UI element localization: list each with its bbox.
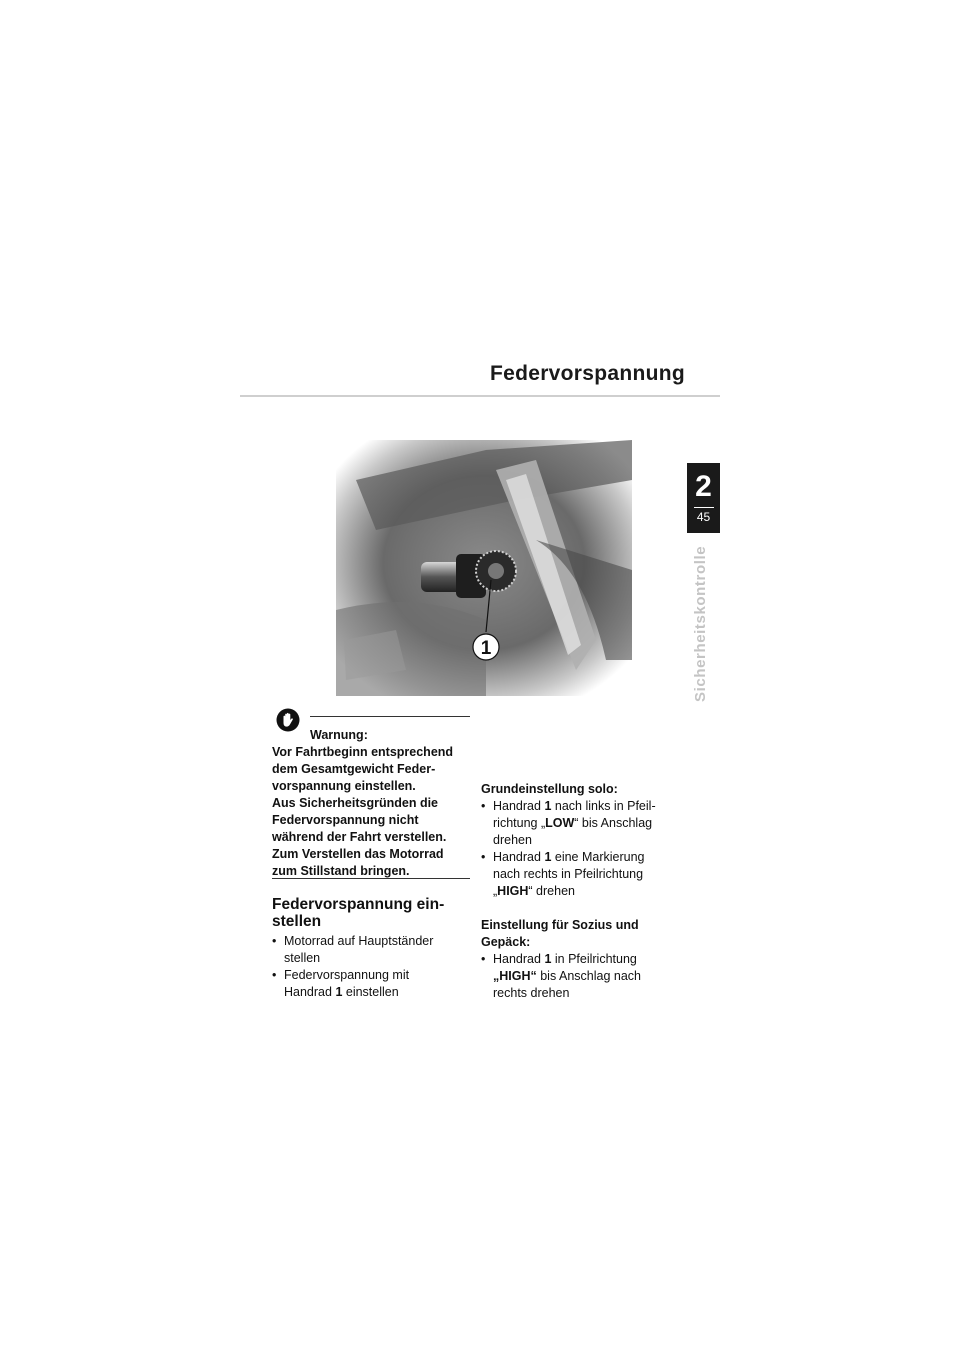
warning-rule-bottom <box>272 878 470 879</box>
solo-steps-list <box>481 798 691 900</box>
warning-text: Vor Fahrtbeginn entsprechend dem Gesamtgewicht Feder- vorspannung einstellen. Aus Sicherheitsgründen die Federvorspannung nicht während der Fahrt verstellen. Zum Verstellen das Motorrad zum Stillstand bringen. <box>272 745 454 878</box>
step-text: bis Anschlag nach rechts drehen <box>493 969 641 1000</box>
step-text: Federvorspannung mit Handrad <box>284 968 410 999</box>
step-text: “ drehen <box>528 884 575 898</box>
spring-preload-photo <box>336 440 632 696</box>
list-item <box>481 951 691 1002</box>
chapter-side-label: Sicherheitskontrolle <box>692 545 709 702</box>
step-ref: 1 <box>544 799 552 813</box>
step-text: einstellen <box>342 985 399 999</box>
step-text: in Pfeilrichtung <box>554 952 637 966</box>
step-text: Handrad <box>493 850 545 864</box>
step-ref: 1 <box>335 985 343 999</box>
warning-title: Warnung: <box>310 728 368 742</box>
step-text: “ bis Anschlag drehen <box>493 816 653 847</box>
step-text: nach links in Pfeil- richtung „ <box>493 799 656 830</box>
sozius-steps-list <box>481 951 691 1002</box>
step-ref: 1 <box>544 952 552 966</box>
list-item <box>272 933 472 967</box>
list-item <box>481 798 691 849</box>
page-title: Federvorspannung <box>490 362 685 385</box>
step-ref: 1 <box>544 850 552 864</box>
adjust-steps-list <box>272 933 472 1001</box>
step-text: Motorrad auf Hauptständer stellen <box>284 934 434 965</box>
page-number: 45 <box>696 510 711 524</box>
figure-callout-1: 1 <box>480 638 492 659</box>
step-keyword: LOW <box>545 816 575 830</box>
step-keyword: „HIGH“ <box>493 969 537 983</box>
warning-rule-top <box>310 716 470 717</box>
solo-heading: Grundeinstellung solo: <box>481 782 618 796</box>
sozius-heading: Einstellung für Sozius und Gepäck: <box>481 918 639 949</box>
list-item <box>272 967 472 1001</box>
chapter-tab <box>687 463 720 533</box>
step-text: Handrad <box>493 799 545 813</box>
stop-hand-icon <box>276 708 300 732</box>
section-heading: Federvorspannung ein- stellen <box>272 896 445 930</box>
chapter-number: 2 <box>695 470 712 503</box>
header-rule <box>240 395 720 397</box>
step-text: eine Markierung nach rechts in Pfeilrichtung „ <box>493 850 645 898</box>
step-keyword: HIGH <box>497 884 529 898</box>
step-text: Handrad <box>493 952 545 966</box>
list-item <box>481 849 691 900</box>
